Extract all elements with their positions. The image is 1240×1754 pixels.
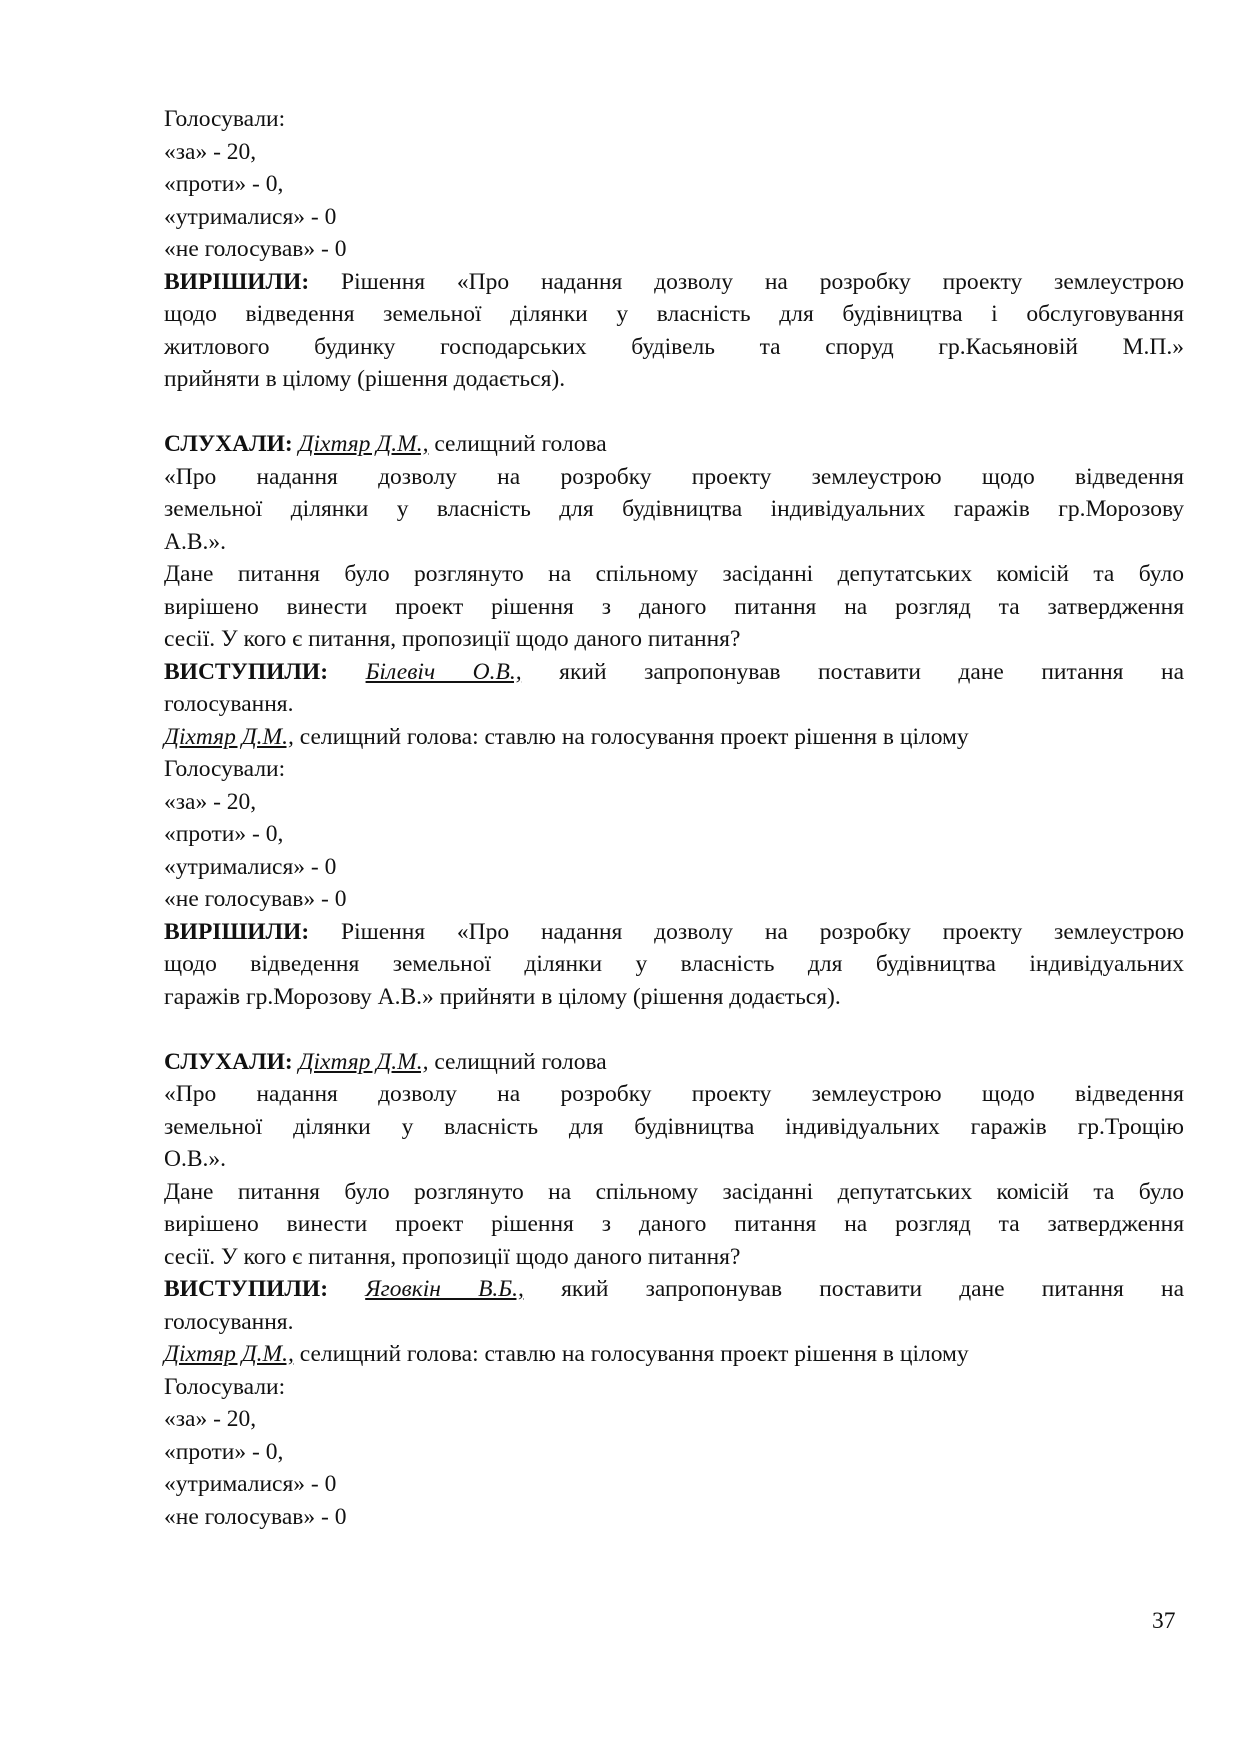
paragraph-gap [164, 1013, 1184, 1046]
spoke-line: голосування. [164, 1308, 294, 1335]
question-line: «Про надання дозволу на розробку проекту землеустрою щодо відведення [164, 1081, 1184, 1107]
decision-line [164, 266, 1184, 299]
commission-line: сесії. У кого є питання, пропозиції щодо даного питання? [164, 1243, 741, 1270]
voted-label: Голосували: [164, 1373, 286, 1400]
vote-not-voted: «не голосував» - 0 [164, 1503, 347, 1530]
page-number: 37 [1152, 1608, 1176, 1634]
voted-label: Голосували: [164, 106, 286, 132]
decision-line: прийняти в цілому (рішення додається). [164, 366, 566, 392]
document-page [164, 103, 1184, 1533]
question-line: А.В.». [164, 528, 227, 555]
vote-against: «проти» - 0, [164, 1438, 284, 1465]
decided-label: ВИРІШИЛИ: [164, 918, 310, 945]
vote-against: «проти» - 0, [164, 171, 284, 197]
question-line: «Про надання дозволу на розробку проекту землеустрою щодо відведення [164, 463, 1184, 490]
speaker-name: Діхтяр Д.М., [298, 1048, 429, 1075]
question-line: земельної ділянки у власність для будівництва індивідуальних гаражів гр.Морозову [164, 496, 1184, 522]
decision-text: Рішення «Про надання дозволу на розробку проекту землеустрою [341, 918, 1184, 945]
spoke-text: який запропонував поставити дане питання на [559, 658, 1184, 685]
commission-line: вирішено винести проект рішення з даного питання на розгляд та затвердження [164, 593, 1184, 620]
heard-label: СЛУХАЛИ: [164, 1048, 293, 1075]
decision-line: житлового будинку господарських будівель та споруд гр.Касьяновій М.П.» [164, 333, 1184, 360]
decision-line: гаражів гр.Морозову А.В.» прийняти в цілому (рішення додається). [164, 983, 841, 1010]
chair-line [164, 721, 1184, 754]
vote-abstained: «утрималися» - 0 [164, 203, 337, 230]
vote-for: «за» - 20, [164, 788, 257, 815]
heard-label: СЛУХАЛИ: [164, 431, 293, 457]
vote-for: «за» - 20, [164, 138, 257, 165]
vote-not-voted: «не голосував» - 0 [164, 236, 347, 262]
decided-label: ВИРІШИЛИ: [164, 268, 310, 295]
speaker-name: Яговкін В.Б., [365, 1276, 524, 1302]
decision-line [164, 916, 1184, 949]
speaker-name: Діхтяр Д.М., [164, 1341, 294, 1367]
decision-line: щодо відведення земельної ділянки у власність для будівництва індивідуальних [164, 951, 1184, 977]
speaker-role: селищний голова [428, 1048, 607, 1075]
heard-line [164, 1046, 1184, 1079]
chair-text: селищний голова: ставлю на голосування проект рішення в цілому [293, 1341, 969, 1367]
chair-text: селищний голова: ставлю на голосування проект рішення в цілому [293, 723, 969, 750]
speaker-name: Діхтяр Д.М., [164, 723, 294, 750]
paragraph-gap [164, 396, 1184, 429]
vote-for: «за» - 20, [164, 1406, 257, 1432]
spoke-line: голосування. [164, 691, 294, 717]
heard-line [164, 428, 1184, 461]
spoke-label: ВИСТУПИЛИ: [164, 658, 329, 685]
vote-not-voted: «не голосував» - 0 [164, 886, 347, 912]
commission-line: сесії. У кого є питання, пропозиції щодо даного питання? [164, 626, 741, 652]
spoke-line [164, 656, 1184, 689]
vote-against: «проти» - 0, [164, 821, 284, 847]
vote-abstained: «утрималися» - 0 [164, 1471, 337, 1497]
commission-line: Дане питання було розглянуто на спільному засіданні депутатських комісій та було [164, 561, 1184, 587]
vote-abstained: «утрималися» - 0 [164, 853, 337, 880]
spoke-line [164, 1273, 1184, 1306]
spoke-text: який запропонував поставити дане питання на [561, 1276, 1185, 1302]
spoke-label: ВИСТУПИЛИ: [164, 1276, 329, 1302]
speaker-name: Діхтяр Д.М., [298, 431, 429, 457]
voted-label: Голосували: [164, 756, 286, 782]
speaker-name: Білевіч О.В., [365, 658, 522, 685]
question-line: О.В.». [164, 1146, 227, 1172]
decision-text: Рішення «Про надання дозволу на розробку проекту землеустрою [341, 268, 1184, 295]
commission-line: вирішено винести проект рішення з даного питання на розгляд та затвердження [164, 1211, 1184, 1237]
chair-line [164, 1338, 1184, 1371]
speaker-role: селищний голова [428, 431, 607, 457]
commission-line: Дане питання було розглянуто на спільному засіданні депутатських комісій та було [164, 1178, 1184, 1205]
decision-line: щодо відведення земельної ділянки у власність для будівництва і обслуговування [164, 301, 1184, 327]
question-line: земельної ділянки у власність для будівництва індивідуальних гаражів гр.Трощію [164, 1113, 1184, 1140]
